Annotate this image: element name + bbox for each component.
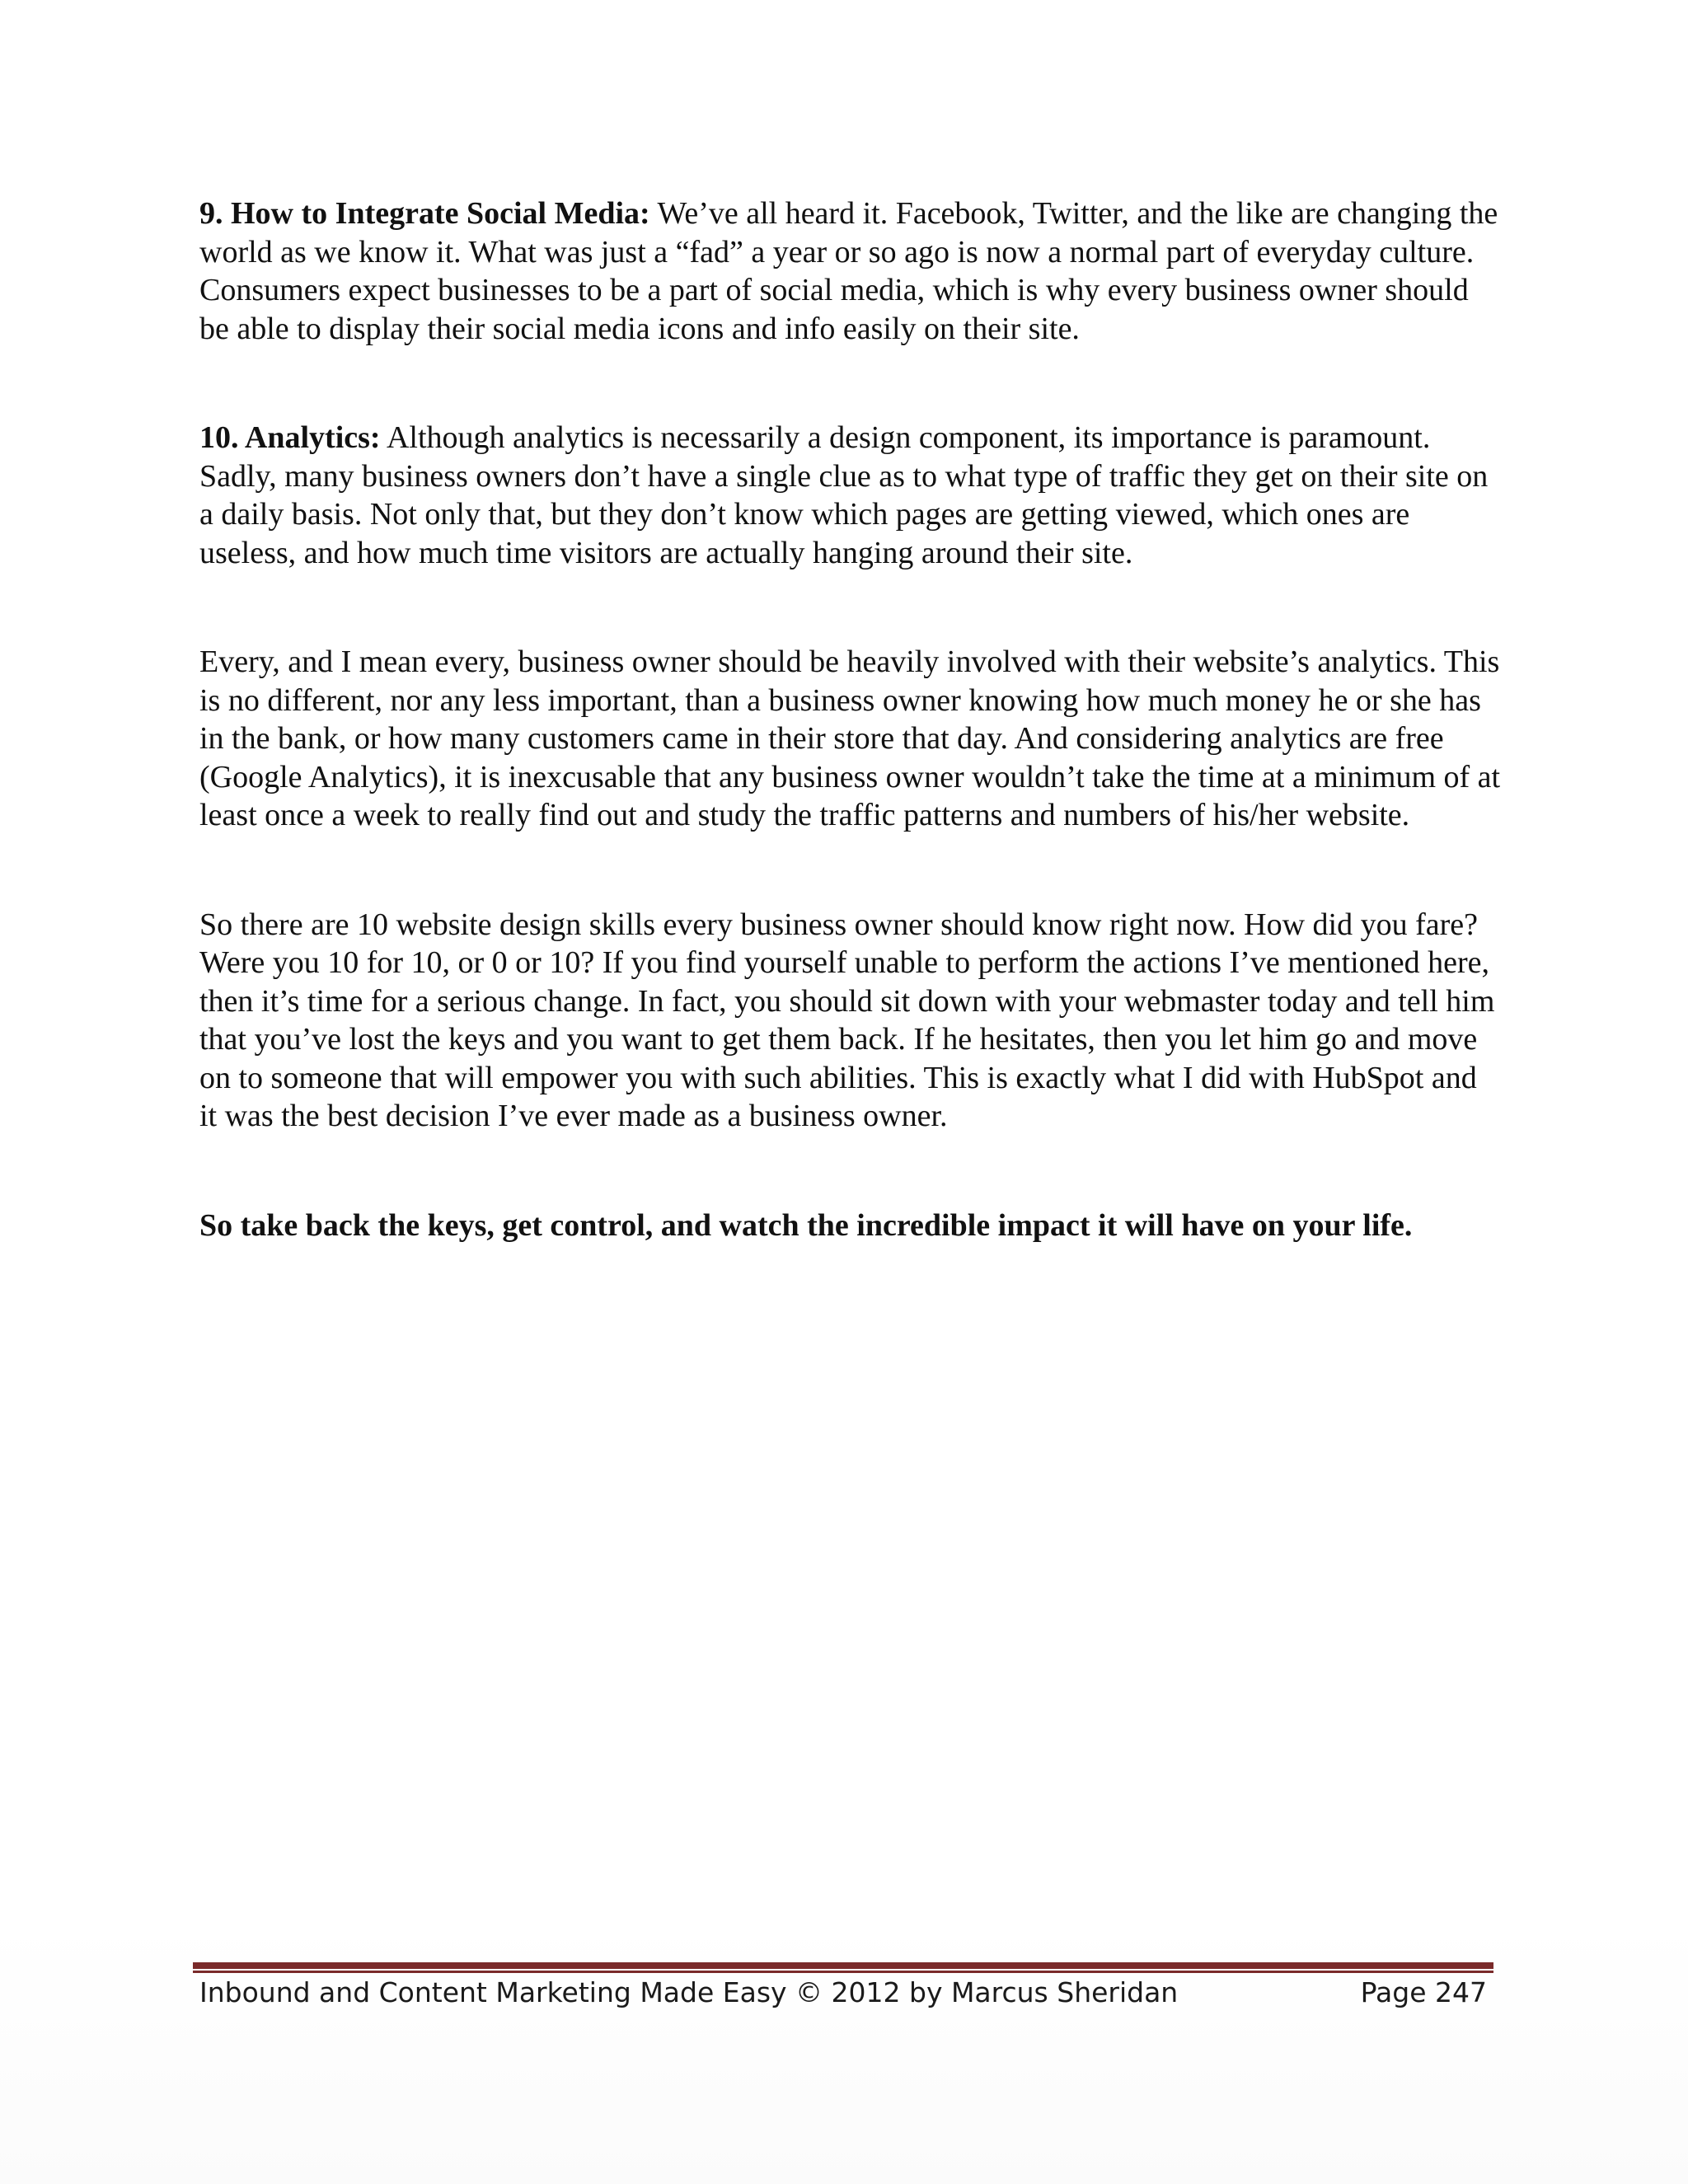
paragraph-text: Every, and I mean every, business owner should be heavily involved with their website’s analytics. This is no different, nor any less important, than a business owner knowing how much money he or she has in the bank, or how many customers came in their store that day. And considering analytics are free (Google Analytics), it is inexcusable that any business owner wouldn’t take the time at a minimum of at least once a week to really find out and study the traffic patterns and numbers of his/her website. xyxy=(199,644,1501,832)
paragraph-heading: 9. How to Integrate Social Media: xyxy=(199,196,650,231)
paragraph-text: So there are 10 website design skills every business owner should know right now. How did you fare? Were you 10 for 10, or 0 or 10? If you find yourself unable to perform the actions I’ve mentioned here, then it’s time for a serious change. In fact, you should sit down with your webmaster today and tell him that you’ve lost the keys and you want to get them back. If he hesitates, then you let him go and move on to someone that will empower you with such abilities. This is exactly what I did with HubSpot and it was the best decision I’ve ever made as a business owner. xyxy=(199,907,1495,1133)
paragraph-summary xyxy=(199,906,1502,1136)
paragraph-analytics-involvement xyxy=(199,643,1502,835)
footer-book-title: Inbound and Content Marketing Made Easy © 2012 by Marcus Sheridan xyxy=(199,1976,1179,2008)
paragraph-heading: 10. Analytics: xyxy=(199,420,381,455)
footer-divider-thin-line xyxy=(193,1971,1493,1973)
page-footer xyxy=(199,1976,1487,2008)
paragraph-social-media xyxy=(199,194,1502,348)
footer-page-number: Page 247 xyxy=(1360,1976,1487,2008)
paragraph-text: We’ve all heard it. Facebook, Twitter, and the like are changing the world as we know it. What was just a “fad” a year or so ago is now a normal part of everyday culture. Consumers expect businesses to be a part of social media, which is why every business owner should be able to display their social media icons and info easily on their site. xyxy=(199,196,1498,346)
footer-divider-thick-line xyxy=(193,1962,1493,1969)
page-body xyxy=(199,194,1502,1244)
paragraph-text: Although analytics is necessarily a design component, its importance is paramount. Sadly, many business owners don’t have a single clue as to what type of traffic they get on their site on a daily basis. Not only that, but they don’t know which pages are getting viewed, which ones are useless, and how much time visitors are actually hanging around their site. xyxy=(199,420,1489,570)
closing-statement: So take back the keys, get control, and watch the incredible impact it will have on your life. xyxy=(199,1207,1413,1243)
footer-divider xyxy=(193,1962,1493,1974)
paragraph-analytics xyxy=(199,419,1502,572)
